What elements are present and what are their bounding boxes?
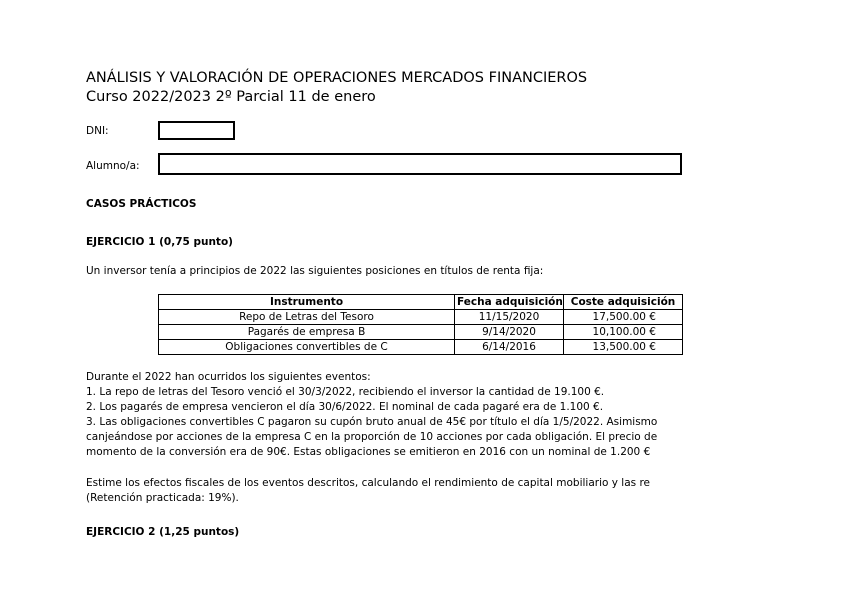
- page-title: ANÁLISIS Y VALORACIÓN DE OPERACIONES MERCADOS FINANCIEROS: [86, 70, 588, 86]
- table-row: [159, 310, 683, 325]
- table-cell: 11/15/2020: [455, 310, 564, 325]
- alumno-field[interactable]: [158, 153, 682, 175]
- table-cell: 6/14/2016: [455, 340, 564, 355]
- table-cell: 9/14/2020: [455, 325, 564, 340]
- column-header: Fecha adquisición: [455, 295, 564, 310]
- events-line: momento de la conversión era de 90€. Estas obligaciones se emitieron en 2016 con un nominal de 1.200 €: [86, 446, 651, 458]
- table-cell: Obligaciones convertibles de C: [159, 340, 455, 355]
- table-row: [159, 340, 683, 355]
- instruments-table: [158, 294, 683, 355]
- table-cell: Pagarés de empresa B: [159, 325, 455, 340]
- question-line: Estime los efectos fiscales de los eventos descritos, calculando el rendimiento de capital mobiliario y las re: [86, 477, 651, 489]
- table-cell: 17,500.00 €: [564, 310, 683, 325]
- column-header: Coste adquisición: [564, 295, 683, 310]
- events-line: 1. La repo de letras del Tesoro venció el 30/3/2022, recibiendo el inversor la cantidad de 19.100 €.: [86, 386, 605, 398]
- column-header: Instrumento: [159, 295, 455, 310]
- events-line: 3. Las obligaciones convertibles C pagaron su cupón bruto anual de 45€ por título el día 1/5/2022. Asimismo: [86, 416, 658, 428]
- dni-label: DNI:: [86, 125, 109, 137]
- question-line: (Retención practicada: 19%).: [86, 492, 239, 504]
- table-cell: Repo de Letras del Tesoro: [159, 310, 455, 325]
- exercise-1-title: EJERCICIO 1 (0,75 punto): [86, 236, 233, 248]
- exercise-2-title: EJERCICIO 2 (1,25 puntos): [86, 526, 240, 538]
- events-line: 2. Los pagarés de empresa vencieron el día 30/6/2022. El nominal de cada pagaré era de 1.100 €.: [86, 401, 604, 413]
- table-header-row: [159, 295, 683, 310]
- table-cell: 10,100.00 €: [564, 325, 683, 340]
- section-title: CASOS PRÁCTICOS: [86, 198, 197, 210]
- alumno-label: Alumno/a:: [86, 160, 140, 172]
- exercise-1-intro: Un inversor tenía a principios de 2022 las siguientes posiciones en títulos de renta fija:: [86, 265, 544, 277]
- page-subtitle: Curso 2022/2023 2º Parcial 11 de enero: [86, 89, 376, 105]
- events-line: Durante el 2022 han ocurridos los siguientes eventos:: [86, 371, 371, 383]
- events-line: canjeándose por acciones de la empresa C en la proporción de 10 acciones por cada obligación. El precio de: [86, 431, 658, 443]
- table-row: [159, 325, 683, 340]
- table-cell: 13,500.00 €: [564, 340, 683, 355]
- dni-field[interactable]: [158, 121, 235, 140]
